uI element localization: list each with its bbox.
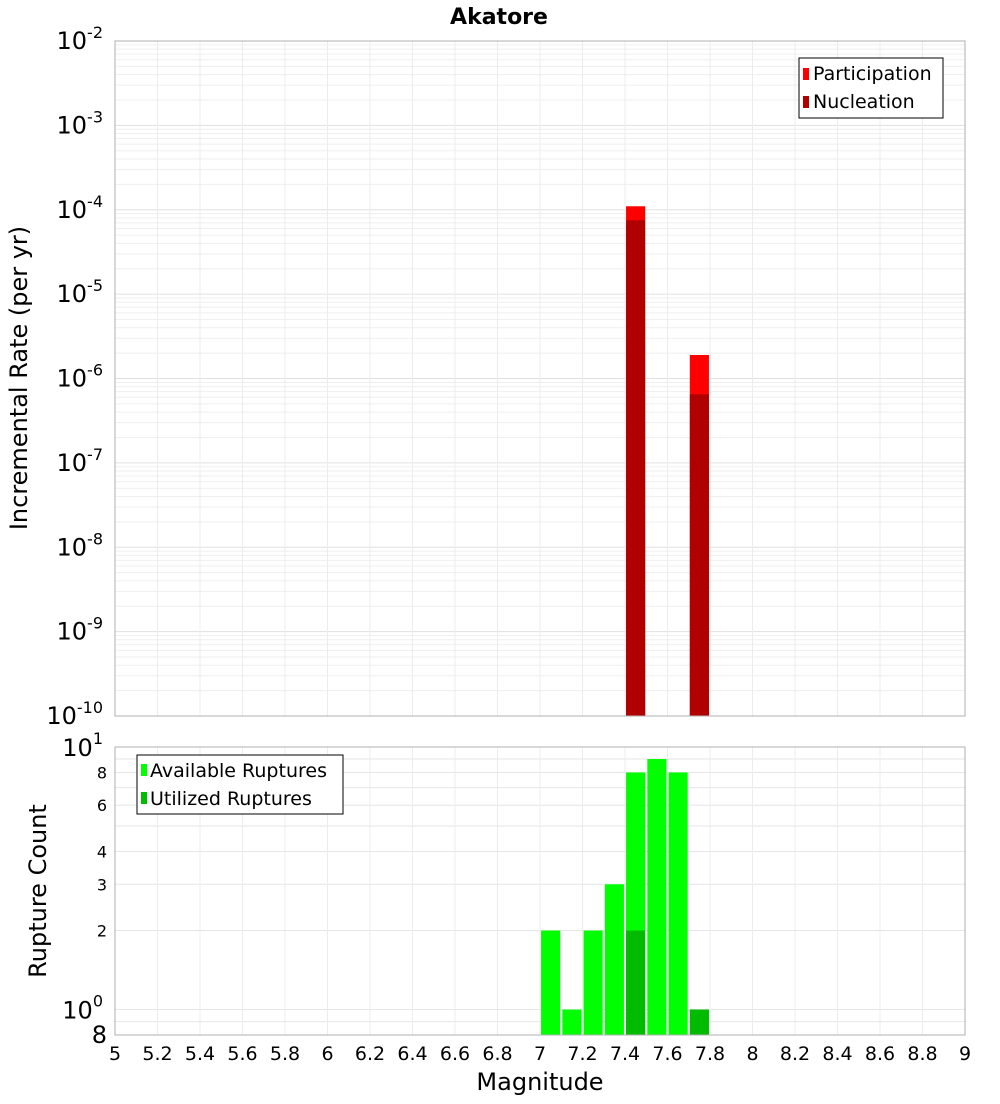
legend-swatch-participation bbox=[803, 68, 809, 80]
bar-available-ruptures bbox=[647, 759, 666, 1035]
bottom-y-ticks bbox=[62, 729, 107, 1049]
top-y-tick-label: $10^{-7}$ bbox=[56, 444, 103, 477]
x-tick-label: 6 bbox=[321, 1043, 334, 1065]
x-tick-label: 6.8 bbox=[482, 1043, 513, 1065]
bottom-y-tick-label: 8 bbox=[96, 763, 107, 783]
top-legend bbox=[799, 58, 943, 118]
x-tick-label: 6.6 bbox=[439, 1043, 471, 1065]
x-tick-label: 5.8 bbox=[269, 1043, 301, 1065]
x-tick-label: 5.6 bbox=[227, 1043, 258, 1065]
x-tick-label: 7 bbox=[533, 1043, 547, 1065]
top-y-tick-label: $10^{-6}$ bbox=[56, 360, 103, 393]
top-y-tick-label: $10^{-4}$ bbox=[56, 191, 103, 224]
bar-available-ruptures bbox=[605, 884, 624, 1035]
x-tick-label: 6.2 bbox=[354, 1043, 386, 1065]
x-tick-label: 7.4 bbox=[609, 1043, 641, 1065]
legend-label-participation: Participation bbox=[813, 63, 932, 85]
bar-available-ruptures bbox=[669, 772, 688, 1035]
top-plot bbox=[5, 23, 965, 730]
legend-label-utilized-ruptures: Utilized Ruptures bbox=[150, 788, 312, 810]
x-tick-label: 8.8 bbox=[907, 1043, 938, 1065]
x-tick-label: 7.6 bbox=[652, 1043, 683, 1065]
top-y-tick-label: $10^{-2}$ bbox=[56, 23, 103, 55]
top-y-axis-label: Incremental Rate (per yr) bbox=[5, 225, 33, 531]
top-grid bbox=[115, 41, 965, 716]
bottom-plot bbox=[24, 729, 971, 1096]
bottom-x-ticks bbox=[109, 1043, 971, 1065]
legend-label-nucleation: Nucleation bbox=[813, 91, 915, 113]
top-y-tick-label: $10^{-8}$ bbox=[56, 529, 103, 562]
top-y-tick-label: $10^{-3}$ bbox=[56, 107, 103, 140]
bottom-y-tick-label: $10^1$ bbox=[62, 729, 103, 762]
legend-swatch-nucleation bbox=[803, 96, 809, 108]
bottom-legend bbox=[137, 755, 343, 814]
x-tick-label: 8 bbox=[746, 1043, 759, 1065]
bottom-y-tick-label: 8 bbox=[91, 1021, 107, 1049]
bar-utilized-ruptures bbox=[690, 1010, 709, 1035]
x-tick-label: 7.8 bbox=[694, 1043, 726, 1065]
x-tick-label: 5.2 bbox=[142, 1043, 173, 1065]
x-tick-label: 8.2 bbox=[779, 1043, 811, 1065]
x-tick-label: 8.4 bbox=[822, 1043, 853, 1065]
bottom-y-tick-label: 3 bbox=[96, 875, 107, 895]
x-tick-label: 6.4 bbox=[397, 1043, 428, 1065]
x-axis-label: Magnitude bbox=[476, 1068, 604, 1096]
bar-available-ruptures bbox=[562, 1010, 581, 1035]
bottom-y-tick-label: 2 bbox=[96, 921, 107, 941]
x-tick-label: 5.4 bbox=[184, 1043, 216, 1065]
chart-title: Akatore bbox=[450, 5, 548, 30]
x-tick-label: 7.2 bbox=[567, 1043, 598, 1065]
x-tick-label: 9 bbox=[958, 1043, 972, 1065]
bar-available-ruptures bbox=[541, 931, 560, 1035]
top-y-tick-label: $10^{-9}$ bbox=[56, 613, 103, 646]
bottom-y-tick-label: $10^0$ bbox=[62, 991, 103, 1025]
top-y-ticks bbox=[46, 23, 103, 730]
legend-swatch-utilized-ruptures bbox=[141, 792, 147, 804]
bottom-y-axis-label: Rupture Count bbox=[24, 804, 52, 978]
top-y-tick-label: $10^{-10}$ bbox=[46, 698, 103, 730]
x-tick-label: 5 bbox=[108, 1043, 122, 1065]
bar-nucleation bbox=[626, 220, 645, 716]
bar-utilized-ruptures bbox=[626, 931, 645, 1035]
legend-swatch-available-ruptures bbox=[141, 764, 147, 776]
bottom-y-tick-label: 6 bbox=[96, 796, 107, 816]
bottom-y-tick-label: 4 bbox=[96, 842, 107, 862]
x-tick-label: 8.6 bbox=[864, 1043, 896, 1065]
legend-label-available-ruptures: Available Ruptures bbox=[150, 760, 327, 782]
top-y-tick-label: $10^{-5}$ bbox=[56, 276, 103, 309]
bar-nucleation bbox=[690, 394, 709, 716]
bar-available-ruptures bbox=[584, 931, 603, 1035]
